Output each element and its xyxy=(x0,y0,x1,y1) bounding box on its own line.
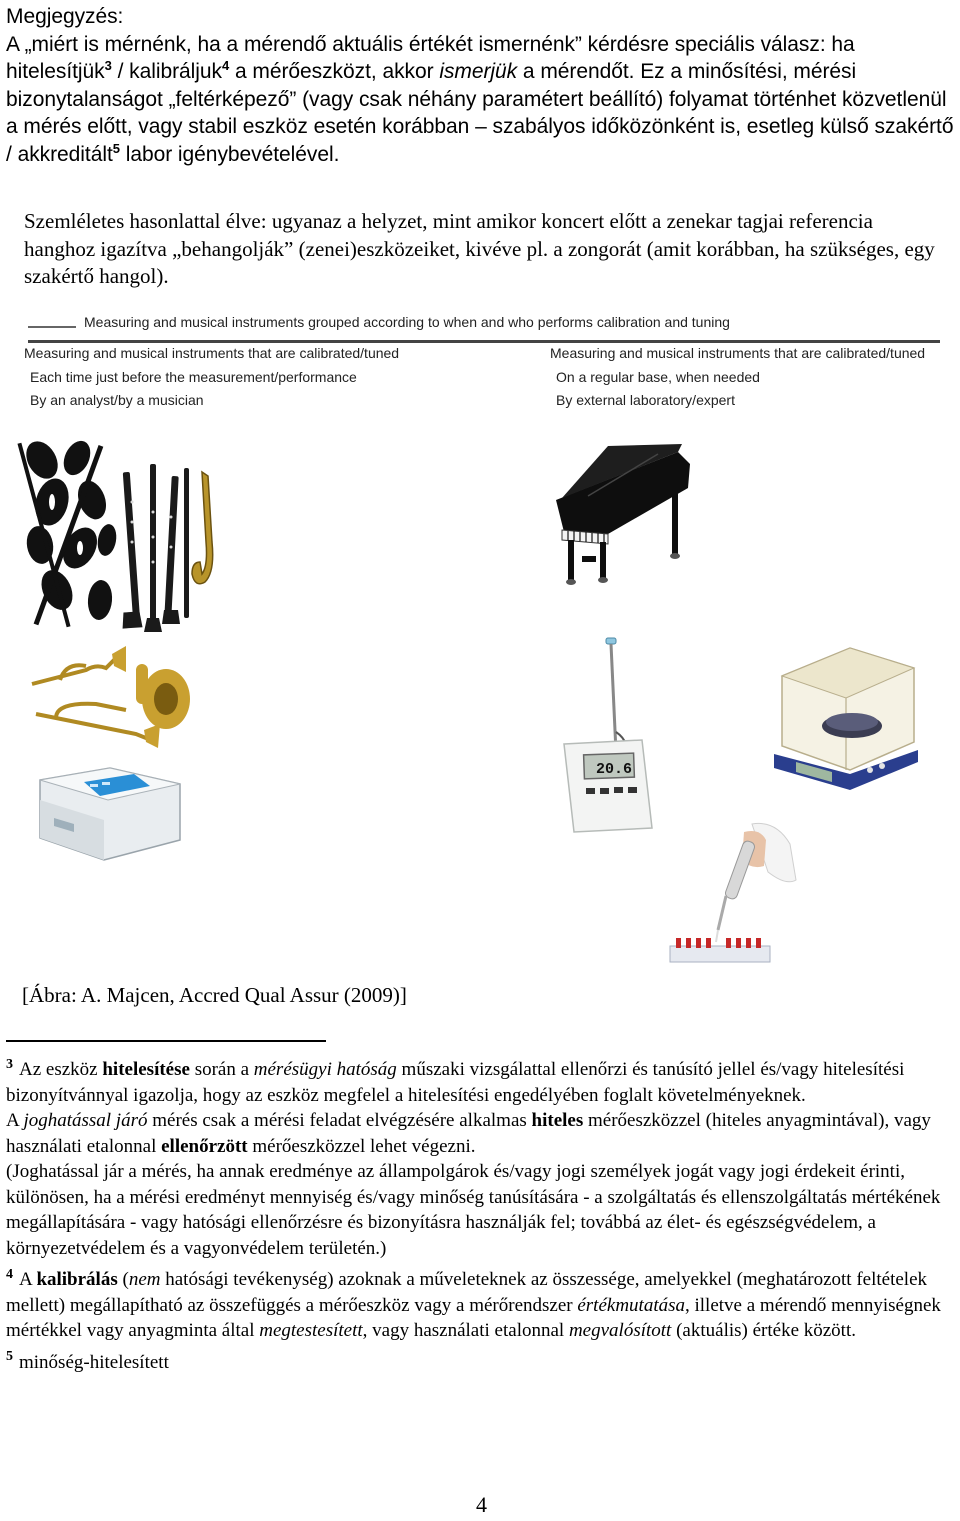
footnote-text: műszaki vizsgálattal ellenőrzi és tanúsító jellel és/vagy hitelesítési bizonyítvánnyal igazolja, hogy az eszköz megfelel a hitelesítési engedélyében foglalt követelményeknek. xyxy=(6,1059,905,1106)
footnote-text: A xyxy=(6,1110,24,1131)
footnote-text: minőség-hitelesített xyxy=(19,1351,169,1373)
footnote-text: során a xyxy=(189,1059,254,1080)
footnote-text: mérőeszközzel lehet végezni. xyxy=(247,1135,476,1157)
footnote-ref-5[interactable]: 5 xyxy=(112,140,120,156)
figure-caption: [Ábra: A. Majcen, Accred Qual Assur (2009)] xyxy=(22,983,407,1007)
footnote-3 xyxy=(6,1057,956,1108)
footnote-text: , vagy használati etalonnal xyxy=(362,1320,569,1341)
violins-image xyxy=(22,440,117,630)
left-line-1: Measuring and musical instruments that are calibrated/tuned xyxy=(24,345,400,361)
footnote-text: mérés csak a mérési feladat elvégzésére alkalmas xyxy=(147,1110,532,1131)
footnote-text: A xyxy=(19,1269,37,1290)
footnote-number: 4 xyxy=(6,1266,13,1282)
footnote-5 xyxy=(6,1350,956,1376)
footnote-text: (aktuális) értéke között. xyxy=(671,1320,856,1341)
footnote-text: hatósági tevékenység) azoknak a műveleteknek az összessége, amelyekkel (meghatározott feltételek mellett) megállapítható az összefüggés a mérőeszköz vagy a mérőrendszer xyxy=(6,1269,928,1316)
footnote-italic-term: megtestesített xyxy=(259,1320,363,1341)
left-line-2: Each time just before the measurement/performance xyxy=(30,368,357,385)
footnote-ref-3[interactable]: 3 xyxy=(104,58,112,73)
note-heading: Megjegyzés: xyxy=(6,5,124,28)
footnote-4 xyxy=(6,1267,956,1344)
analytical-balance-image xyxy=(766,646,926,796)
footnote-italic-term: értékmutatása xyxy=(577,1294,685,1316)
figure-rule-short xyxy=(28,326,76,328)
footnote-bold-term: hiteles xyxy=(531,1110,584,1131)
footnote-3-explanation: (Joghatással jár a mérés, ha annak eredménye az állampolgárok és/vagy jogi személyek jogát vagy jogi érdekeit érinti, különösen, ha a mérési eredményt mennyiség és/vagy minőség tanúsítására - a szolgáltatás és ellenszolgáltatás mértékének megállapítására - vagy hatósági ellenőrzésre és bizonyításra használják fel; továbbá az élet- és egészségvédelem, a környezetvédelem és a vagyonvédelem területén.) xyxy=(6,1161,941,1259)
grand-piano-image xyxy=(548,444,698,589)
brass-instruments-image xyxy=(26,644,196,754)
note-emphasis: ismerjük xyxy=(439,60,518,83)
footnote-text: mérőeszközzel (hiteles anyagmintával), vagy használati etalonnal xyxy=(6,1110,931,1157)
note-block xyxy=(6,3,956,168)
note-text: labor igénybevételével. xyxy=(119,142,340,166)
footnote-bold-term: kalibrálás xyxy=(36,1269,118,1290)
note-text: A „miért is mérnénk, ha a mérendő aktuális értékét ismernénk” kérdésre speciális válasz: ha hitelesítjük xyxy=(6,32,855,83)
footnote-separator xyxy=(6,1040,326,1042)
footnote-italic-term: joghatással járó xyxy=(23,1110,148,1131)
figure-left-column-header xyxy=(24,342,399,413)
right-line-1: Measuring and musical instruments that are calibrated/tuned xyxy=(550,345,926,361)
note-text: a mérendőt. Ez a minősítési, mérési bizonytalanságot „feltérképező” (vagy csak néhány paramétert beállító) folyamat történhet közvetlenül a mérés előtt, vagy stabil eszköz esetén korábban – szabályos időközönként is, esetleg külső szakértő / akkreditált xyxy=(6,60,954,166)
footnote-italic-term: mérésügyi hatóság xyxy=(253,1059,397,1080)
figure-right-column-header xyxy=(550,342,925,413)
pipette-image xyxy=(664,820,799,970)
thermometer-display-value: 20.6 xyxy=(596,761,633,778)
footnote-text: Az eszköz xyxy=(19,1059,103,1080)
right-line-2: On a regular base, when needed xyxy=(556,368,760,385)
footnote-number: 3 xyxy=(6,1056,13,1072)
footnote-italic-term: megvalósított xyxy=(568,1320,672,1341)
footnote-bold-term: hitelesítése xyxy=(102,1059,190,1080)
figure xyxy=(22,312,952,977)
page-number: 4 xyxy=(476,1492,487,1517)
footnote-italic-term: nem xyxy=(128,1269,161,1290)
note-paragraph xyxy=(6,31,956,169)
footnote-3-legal xyxy=(6,1108,956,1159)
spectrophotometer-image xyxy=(30,760,186,870)
figure-title: Measuring and musical instruments grouped according to when and who performs calibration and tuning xyxy=(84,314,730,330)
footnote-text: ( xyxy=(117,1269,129,1290)
left-line-3: By an analyst/by a musician xyxy=(30,392,204,408)
woodwind-instruments-image xyxy=(120,462,230,632)
footnote-ref-4[interactable]: 4 xyxy=(222,58,230,73)
footnote-text: , illetve a mérendő mennyiségnek mértékkel vagy anyagminta által xyxy=(6,1294,941,1341)
footnotes xyxy=(6,1057,956,1375)
right-line-3: By external laboratory/expert xyxy=(556,392,735,408)
note-text: / kalibráljuk xyxy=(111,60,222,83)
footnote-number: 5 xyxy=(6,1349,13,1365)
digital-thermometer-image xyxy=(556,632,666,842)
footnote-bold-term: ellenőrzött xyxy=(161,1135,248,1157)
analogy-paragraph: Szemléletes hasonlattal élve: ugyanaz a helyzet, mint amikor koncert előtt a zenekar tagjai referencia hanghoz igazítva „behangolják” (zenei)eszközeiket, kivéve pl. a zongorát (amit korábban, ha szükséges, egy szakértő hangol). xyxy=(24,209,935,288)
note-text: a mérőeszközt, akkor xyxy=(229,60,440,83)
